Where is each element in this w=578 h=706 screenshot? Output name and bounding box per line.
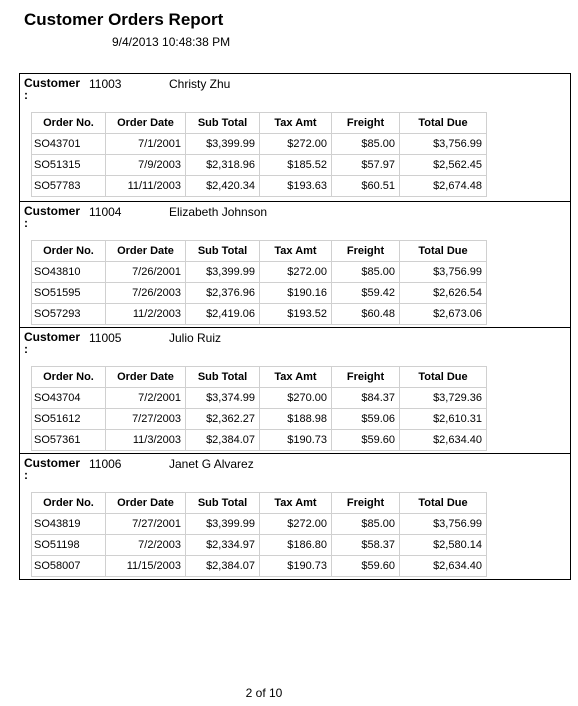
total-due-cell: $2,610.31: [400, 409, 487, 430]
freight-cell: $60.48: [332, 304, 400, 325]
column-header-total-due: Total Due: [400, 113, 487, 134]
column-header-total-due: Total Due: [400, 493, 487, 514]
order-date-cell: 7/2/2003: [106, 535, 186, 556]
column-header-order-no: Order No.: [32, 241, 106, 262]
tax-amt-cell: $185.52: [260, 155, 332, 176]
customer-label-text: Customer: [24, 456, 81, 470]
tax-amt-cell: $193.52: [260, 304, 332, 325]
orders-table: [31, 492, 487, 577]
table-row: [32, 535, 487, 556]
freight-cell: $85.00: [332, 514, 400, 535]
column-header-order-date: Order Date: [106, 241, 186, 262]
tax-amt-cell: $188.98: [260, 409, 332, 430]
freight-cell: $59.60: [332, 556, 400, 577]
sub-total-cell: $3,374.99: [186, 388, 260, 409]
order-no-cell: SO43704: [32, 388, 106, 409]
tax-amt-cell: $272.00: [260, 514, 332, 535]
customer-section: [20, 74, 570, 201]
column-header-order-no: Order No.: [32, 113, 106, 134]
order-no-cell: SO51612: [32, 409, 106, 430]
customer-id: 11006: [89, 457, 122, 471]
column-header-freight: Freight: [332, 367, 400, 388]
order-no-cell: SO51315: [32, 155, 106, 176]
column-header-order-no: Order No.: [32, 493, 106, 514]
column-header-tax-amt: Tax Amt: [260, 493, 332, 514]
table-row: [32, 155, 487, 176]
freight-cell: $58.37: [332, 535, 400, 556]
sub-total-cell: $2,376.96: [186, 283, 260, 304]
column-header-tax-amt: Tax Amt: [260, 113, 332, 134]
table-row: [32, 262, 487, 283]
page-indicator: 2 of 10: [245, 686, 283, 700]
tax-amt-cell: $272.00: [260, 262, 332, 283]
table-row: [32, 409, 487, 430]
report-title: Customer Orders Report: [24, 10, 224, 29]
total-due-cell: $2,674.48: [400, 176, 487, 197]
customer-section: [20, 453, 570, 579]
total-due-cell: $3,756.99: [400, 134, 487, 155]
column-header-sub-total: Sub Total: [186, 367, 260, 388]
customer-label-text: Customer: [24, 76, 81, 90]
customer-section: [20, 327, 570, 453]
customer-label: [24, 331, 80, 355]
order-date-cell: 11/2/2003: [106, 304, 186, 325]
table-row: [32, 430, 487, 451]
customer-label-colon: :: [24, 216, 28, 230]
order-date-cell: 7/26/2003: [106, 283, 186, 304]
table-row: [32, 388, 487, 409]
report-timestamp: 9/4/2013 10:48:38 PM: [112, 35, 231, 49]
freight-cell: $60.51: [332, 176, 400, 197]
customer-name: Christy Zhu: [169, 77, 231, 91]
sub-total-cell: $3,399.99: [186, 514, 260, 535]
orders-header-row: [32, 113, 487, 134]
total-due-cell: $2,626.54: [400, 283, 487, 304]
customer-name: Elizabeth Johnson: [169, 205, 268, 219]
table-row: [32, 176, 487, 197]
order-no-cell: SO51198: [32, 535, 106, 556]
order-no-cell: SO57293: [32, 304, 106, 325]
sub-total-cell: $3,399.99: [186, 134, 260, 155]
freight-cell: $85.00: [332, 262, 400, 283]
column-header-freight: Freight: [332, 493, 400, 514]
tax-amt-cell: $270.00: [260, 388, 332, 409]
column-header-total-due: Total Due: [400, 367, 487, 388]
orders-header-row: [32, 241, 487, 262]
column-header-order-no: Order No.: [32, 367, 106, 388]
column-header-tax-amt: Tax Amt: [260, 367, 332, 388]
customer-label-colon: :: [24, 88, 28, 102]
customer-label: [24, 457, 80, 481]
tax-amt-cell: $190.16: [260, 283, 332, 304]
total-due-cell: $2,634.40: [400, 556, 487, 577]
orders-table: [31, 240, 487, 325]
total-due-cell: $2,562.45: [400, 155, 487, 176]
order-no-cell: SO51595: [32, 283, 106, 304]
order-date-cell: 7/9/2003: [106, 155, 186, 176]
freight-cell: $85.00: [332, 134, 400, 155]
sub-total-cell: $2,420.34: [186, 176, 260, 197]
tax-amt-cell: $190.73: [260, 556, 332, 577]
order-no-cell: SO43701: [32, 134, 106, 155]
order-date-cell: 11/15/2003: [106, 556, 186, 577]
customer-id: 11004: [89, 205, 122, 219]
freight-cell: $59.42: [332, 283, 400, 304]
column-header-sub-total: Sub Total: [186, 493, 260, 514]
order-no-cell: SO57783: [32, 176, 106, 197]
sub-total-cell: $2,419.06: [186, 304, 260, 325]
table-row: [32, 134, 487, 155]
order-date-cell: 7/27/2003: [106, 409, 186, 430]
total-due-cell: $3,756.99: [400, 514, 487, 535]
column-header-freight: Freight: [332, 113, 400, 134]
customer-label-colon: :: [24, 468, 28, 482]
column-header-order-date: Order Date: [106, 113, 186, 134]
order-no-cell: SO58007: [32, 556, 106, 577]
tax-amt-cell: $186.80: [260, 535, 332, 556]
orders-header-row: [32, 367, 487, 388]
column-header-sub-total: Sub Total: [186, 113, 260, 134]
sub-total-cell: $2,318.96: [186, 155, 260, 176]
customer-name: Julio Ruiz: [169, 331, 222, 345]
customer-label: [24, 77, 80, 101]
table-row: [32, 304, 487, 325]
customer-label-text: Customer: [24, 204, 81, 218]
customer-id: 11003: [89, 77, 122, 91]
customer-section: [20, 201, 570, 327]
total-due-cell: $2,634.40: [400, 430, 487, 451]
freight-cell: $59.06: [332, 409, 400, 430]
orders-table: [31, 366, 487, 451]
order-date-cell: 7/27/2001: [106, 514, 186, 535]
freight-cell: $57.97: [332, 155, 400, 176]
column-header-total-due: Total Due: [400, 241, 487, 262]
sub-total-cell: $2,334.97: [186, 535, 260, 556]
order-date-cell: 11/3/2003: [106, 430, 186, 451]
freight-cell: $59.60: [332, 430, 400, 451]
orders-header-row: [32, 493, 487, 514]
order-no-cell: SO57361: [32, 430, 106, 451]
sub-total-cell: $2,362.27: [186, 409, 260, 430]
total-due-cell: $2,673.06: [400, 304, 487, 325]
order-no-cell: SO43810: [32, 262, 106, 283]
order-date-cell: 7/1/2001: [106, 134, 186, 155]
tax-amt-cell: $193.63: [260, 176, 332, 197]
order-no-cell: SO43819: [32, 514, 106, 535]
customer-id: 11005: [89, 331, 122, 345]
table-row: [32, 283, 487, 304]
column-header-order-date: Order Date: [106, 493, 186, 514]
table-row: [32, 556, 487, 577]
column-header-freight: Freight: [332, 241, 400, 262]
customer-label: [24, 205, 80, 229]
orders-table: [31, 112, 487, 197]
customer-label-text: Customer: [24, 330, 81, 344]
customer-name: Janet G Alvarez: [169, 457, 254, 471]
sub-total-cell: $3,399.99: [186, 262, 260, 283]
column-header-order-date: Order Date: [106, 367, 186, 388]
total-due-cell: $3,729.36: [400, 388, 487, 409]
total-due-cell: $3,756.99: [400, 262, 487, 283]
order-date-cell: 11/11/2003: [106, 176, 186, 197]
table-row: [32, 514, 487, 535]
column-header-tax-amt: Tax Amt: [260, 241, 332, 262]
tax-amt-cell: $272.00: [260, 134, 332, 155]
sub-total-cell: $2,384.07: [186, 556, 260, 577]
total-due-cell: $2,580.14: [400, 535, 487, 556]
order-date-cell: 7/2/2001: [106, 388, 186, 409]
freight-cell: $84.37: [332, 388, 400, 409]
sub-total-cell: $2,384.07: [186, 430, 260, 451]
order-date-cell: 7/26/2001: [106, 262, 186, 283]
column-header-sub-total: Sub Total: [186, 241, 260, 262]
tax-amt-cell: $190.73: [260, 430, 332, 451]
report-body: [19, 73, 571, 580]
customer-label-colon: :: [24, 342, 28, 356]
